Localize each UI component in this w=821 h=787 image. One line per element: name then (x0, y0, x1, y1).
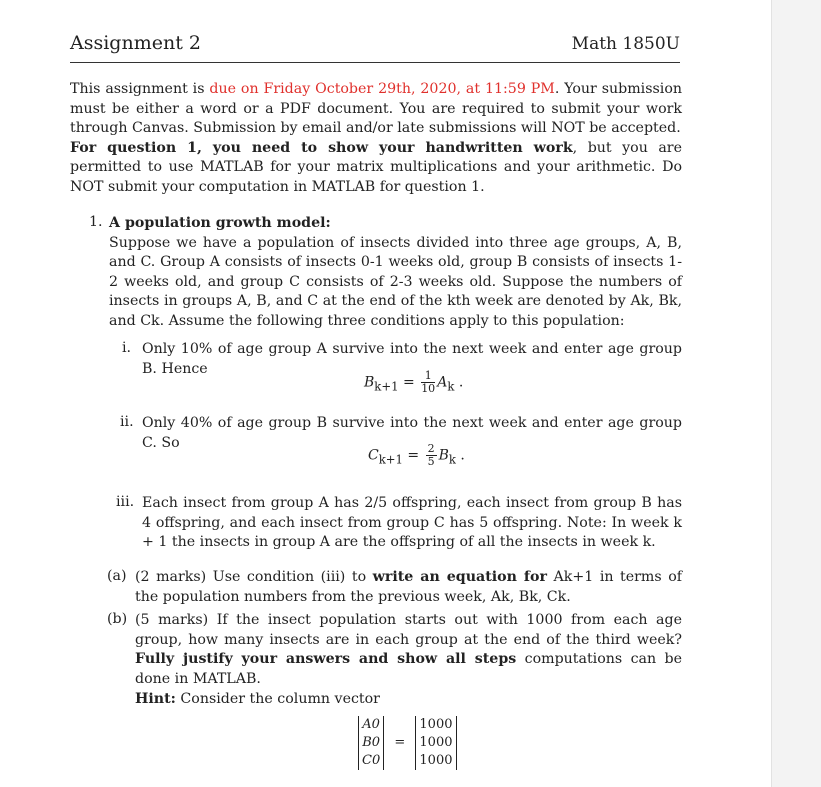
hint-label: Hint: (135, 691, 176, 707)
hint-text: Consider the column vector (180, 691, 380, 707)
right-margin-panel (771, 0, 821, 787)
course-code: Math 1850U (571, 34, 680, 54)
intro-text-2: . Your submission must be either a word or a PDF document. You are required to submit your work through Canvas. Submission by email and/or late submissions will NOT be accepted. (70, 81, 682, 136)
eq1-rhs: A (437, 374, 448, 391)
condition-i: Only 10% of age group A survive into the next week and enter age group B. Hence (142, 341, 682, 377)
part-label: (a) (107, 568, 127, 584)
vector-entry: A0 (362, 717, 380, 732)
eq2-den: 5 (427, 455, 435, 468)
column-vector-equation (358, 716, 457, 770)
eq1-fraction (421, 370, 435, 395)
eq1-num: 1 (421, 370, 435, 383)
eq2-rhs: B (438, 447, 449, 464)
question-title: A population growth model: (109, 215, 331, 231)
part-a-bold: write an equation for (372, 569, 547, 585)
part-label: (b) (107, 611, 128, 627)
condition-label: iii. (116, 494, 135, 510)
part-b (135, 611, 682, 689)
due-date: due on Friday October 29th, 2020, at 11:59 PM (209, 81, 555, 97)
eq2-fraction (426, 443, 437, 468)
eq1-rhs-sub: k (447, 379, 455, 394)
condition-label: i. (122, 340, 132, 356)
question-number: 1. (89, 214, 103, 230)
hint (135, 690, 682, 710)
equals-sign: = (394, 735, 406, 750)
vector-entry: 1000 (419, 735, 453, 750)
part-a-post: Ak+1 in terms of the population numbers from the previous week, Ak, Bk, Ck. (135, 569, 683, 605)
question-body: Suppose we have a population of insects divided into three age groups, A, B, and C. Group A consists of insects 0-1 weeks old, group B consists of insects 1-2 weeks old, and group C consists of 2-3 weeks old. Suppose the numbers of insects in groups A, B, and C at the end of the kth week are denoted by Ak, Bk, and Ck. Assume the following three conditions apply to this population: (109, 234, 682, 329)
eq1-lhs-sub: k+1 (374, 379, 399, 394)
intro-rest: , but you are permitted to use MATLAB for your matrix multiplications and your arithmetic. Do NOT submit your computation in MATLAB for question 1. (70, 139, 682, 195)
eq1-den: 10 (421, 382, 436, 395)
intro-bold: For question 1, you need to show your handwritten work (70, 139, 573, 156)
eq1-lhs: B (364, 374, 375, 391)
part-a (135, 568, 682, 607)
assignment-title: Assignment 2 (70, 32, 201, 54)
eq2-lhs: C (368, 447, 379, 464)
eq2-lhs-sub: k+1 (378, 452, 403, 467)
eq2-rhs-sub: k (448, 452, 456, 467)
intro-text: This assignment is (70, 81, 210, 97)
vector-entry: 1000 (419, 753, 453, 768)
page-header (70, 32, 680, 63)
equation-1: $B_{k+1}$ = $\frac{1}{10}$ $A_k$ . (364, 369, 464, 395)
vector-entry: B0 (362, 735, 381, 750)
vector-entry: C0 (362, 753, 381, 768)
equation-2: $C_{k+1}$ = $\frac{2}{5}$ $B_k$ . (368, 442, 465, 468)
vector-left (358, 716, 384, 770)
part-b-post: computations can be done in MATLAB. (135, 651, 682, 687)
vector-entry: 1000 (419, 717, 453, 732)
intro-paragraph (70, 80, 682, 197)
condition-label: ii. (120, 414, 134, 430)
vector-right (415, 716, 456, 770)
condition-ii: Only 40% of age group B survive into the next week and enter age group C. So (142, 415, 682, 451)
part-a-pre: (2 marks) Use condition (iii) to (135, 569, 373, 585)
part-b-bold: Fully justify your answers and show all steps (135, 651, 517, 667)
condition-iii: Each insect from group A has 2/5 offspring, each insect from group B has 4 offspring, and each insect from group C has 5 offspring. Note: In week k + 1 the insects in group A are the offspring of all the insects in week k. (142, 495, 682, 550)
part-b-pre: (5 marks) If the insect population starts out with 1000 from each age group, how many insects are in each group at the end of the third week? (135, 612, 682, 648)
eq2-num: 2 (427, 442, 435, 455)
question-1 (109, 214, 682, 331)
